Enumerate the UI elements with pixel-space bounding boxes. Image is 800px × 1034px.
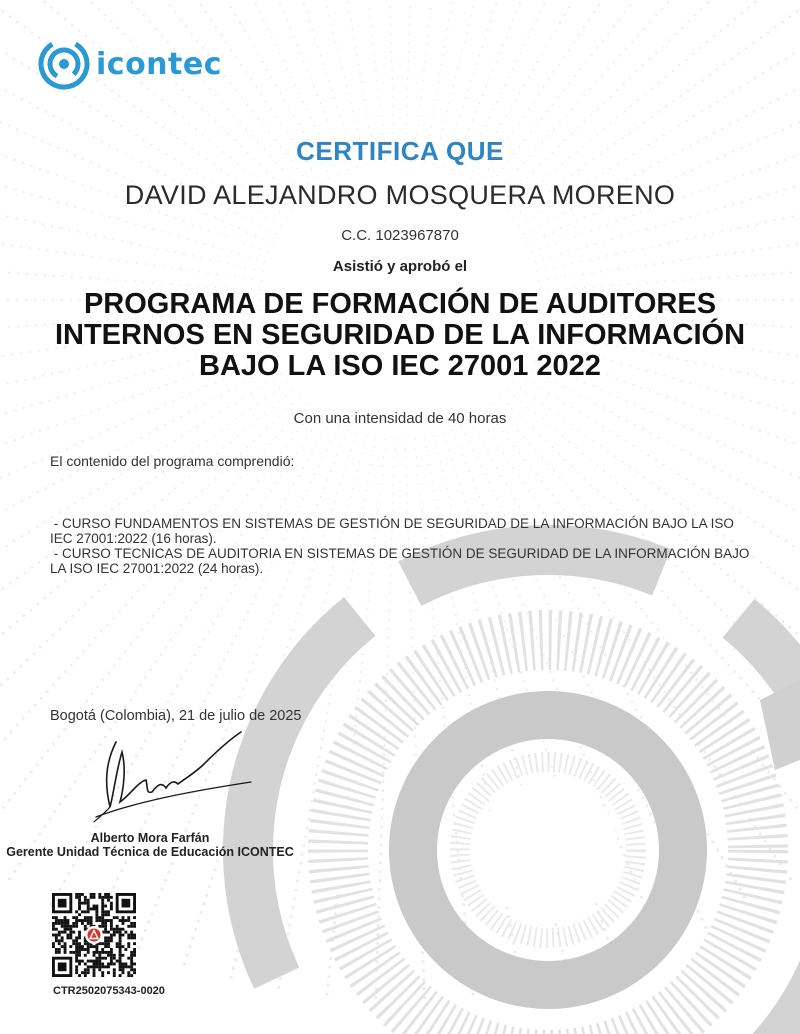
program-title-line: PROGRAMA DE FORMACIÓN DE AUDITORES [83, 288, 717, 320]
program-title-line: BAJO LA ISO IEC 27001 2022 [199, 350, 601, 382]
brand-name: icontec [96, 46, 223, 82]
course-item-line: LA ISO IEC 27001:2022 (24 horas). [50, 561, 264, 576]
place-and-date: Bogotá (Colombia), 21 de julio de 2025 [50, 708, 302, 724]
concentric-rings-logo-icon [38, 38, 90, 90]
attended-label: Asistió y aprobó el [332, 258, 468, 275]
qr-code-icon [52, 893, 136, 977]
course-item-line: - CURSO TECNICAS DE AUDITORIA EN SISTEMAS DE GESTIÓN DE SEGURIDAD DE LA INFORMACIÓN BAJO [50, 546, 750, 561]
course-list [50, 516, 770, 576]
signer-role: Gerente Unidad Técnica de Educación ICONTEC [6, 845, 294, 859]
verification-code: CTR2502075343-0020 [53, 985, 165, 997]
program-title [0, 289, 800, 382]
handwritten-signature [76, 722, 256, 832]
certifies-heading: CERTIFICA QUE [296, 136, 504, 166]
recipient-id: C.C. 1023967870 [341, 227, 459, 244]
course-intensity: Con una intensidad de 40 horas [293, 410, 507, 427]
signer-name: Alberto Mora Farfán [90, 831, 210, 845]
icontec-logo [38, 38, 222, 90]
course-item-line: IEC 27001:2022 (16 horas). [50, 531, 217, 546]
program-title-line: INTERNOS EN SEGURIDAD DE LA INFORMACIÓN [54, 319, 746, 351]
content-intro: El contenido del programa comprendió: [50, 453, 295, 469]
course-item-line: - CURSO FUNDAMENTOS EN SISTEMAS DE GESTIÓN DE SEGURIDAD DE LA INFORMACIÓN BAJO LA ISO [50, 516, 734, 531]
recipient-name: DAVID ALEJANDRO MOSQUERA MORENO [124, 180, 676, 210]
